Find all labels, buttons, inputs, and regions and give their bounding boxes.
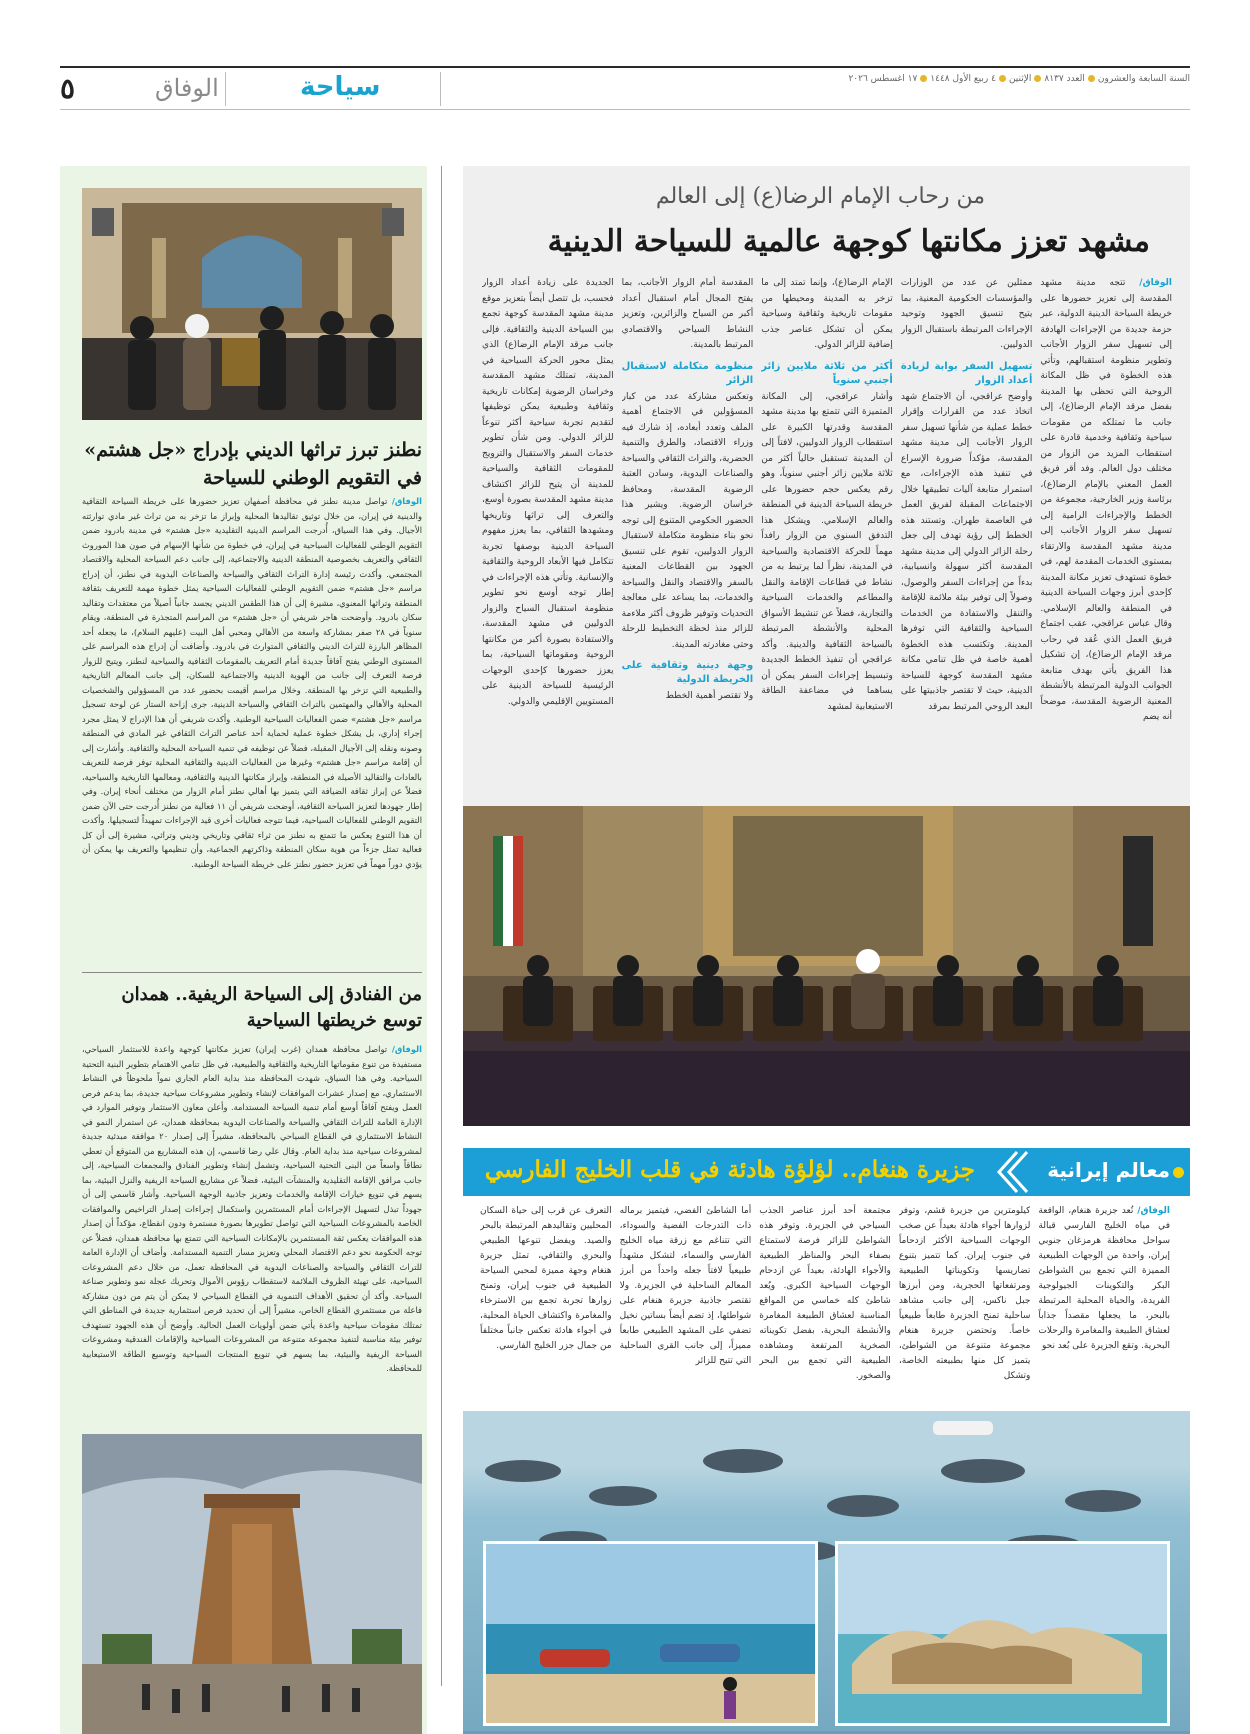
meeting-photo <box>463 806 1190 1126</box>
article-column-4 <box>622 276 754 796</box>
column-text: وأوضح عراقجي، أن الاجتماع شهد اتخاذ عدد من القرارات وإقرار خطط عملية من شأنها تسهيل سفر الزوار الأجانب إلى مدينة مشهد المقدسة، مؤكداً ضرورة الإسراع في تنفيذ هذه الإجراءات، مع استمرار متابعة آليات تطبيقها خلال الاجتماعات المقبلة لفريق العمل في العاصمة طهران. وتستند هذه الخطط إلى رؤية تهدف إلى جعل رحلة الزائر الدولي إلى مدينة مشهد المقدسة أكثر سهولة وانسيابية، بدءاً من إجراءات السفر والوصول، وصولاً إلى توفير بيئة ملائمة للإقامة والتنقل والاستفادة من الخدمات السياحية والثقافية التي توفرها المدينة. وتكتسب هذه الخطوة أهمية خاصة في ظل تنامي مكانة مشهد المقدسة كوجهة للسياحة الدينية، حيث لا تقتصر جاذبيتها على البعد الروحي المرتبط بمرقد <box>900 391 1033 712</box>
page-number: ٥ <box>60 72 76 105</box>
article-column-3 <box>761 276 893 796</box>
lead-label: الوفاق/ <box>391 1044 422 1054</box>
article-kicker: من رحاب الإمام الرضا(ع) إلى العالم <box>655 184 985 209</box>
subheading: أكثر من ثلاثة ملايين زائر أجنبي سنوياً <box>761 360 893 386</box>
hengam-article <box>463 1196 1190 1734</box>
banner-label: معالم إيرانية <box>1047 1158 1170 1182</box>
dateline-weekday: الإثنين <box>1008 74 1032 84</box>
header-separator <box>440 72 441 106</box>
story2-headline: من الفنادق إلى السياحة الريفية.. همدان توسع خريطتها السياحية <box>121 984 422 1031</box>
main-article <box>463 166 1190 1126</box>
column-text: تتجه مدينة مشهد المقدسة إلى تعزيز حضورها على خريطة السياحة الدينية الدولية، عبر حزمة جديدة من الإجراءات الهادفة إلى تسهيل سفر الزوار الأجانب وتطوير منظومة استقبالهم، وتأتي هذه الخطوة في ظل المكانة الروحية التي تحظى بها المدينة بفضل مرقد الإمام الرضا(ع)، إلى جانب ما تمتلكه من مقومات سياحية وثقافية وخدمية قادرة على استقطاب المزيد من الزوار من مختلف دول العالم. وفد أقر فريق العمل المعني بالإمام الرضا(ع)، برئاسة وزير الخارجية، مجموعة من الخطط والإجراءات الرامية إلى تسهيل سفر الزوار الأجانب إلى مدينة مشهد المقدسة والارتقاء بمستوى الخدمات المقدمة لهم، في خطوة تستهدف تعزيز مكانة المدينة كإحدى أبرز وجهات السياحة الدينية في المنطقة والعالم الإسلامي. وقال عباس عراقجي، عقب اجتماع فريق العمل الذي عُقد في رحاب مرقد الإمام الرضا(ع)، إن تشكيل هذا الفريق يأتي بهدف متابعة الجوانب الدولية المرتبطة بالأنشطة المعنية الرضوية المقدسة، موضحاً أنه يضم <box>1040 278 1172 722</box>
hengam-column-1 <box>1038 1204 1170 1404</box>
subheading: وجهة دينية وثقافية على الخريطة الدولية <box>621 660 754 685</box>
banner-title: جزيرة هنغام.. لؤلؤة هادئة في قلب الخليج الفارسي <box>484 1156 975 1183</box>
story-separator <box>82 972 422 973</box>
article-headline: مشهد تعزز مكانتها كوجهة عالمية للسياحة الدينية <box>547 224 1150 259</box>
section-title: سياحة <box>300 72 381 102</box>
column-text: وتعكس مشاركة عدد من كبار المسؤولين في الاجتماع أهمية الملف وتعدد أبعاده، إذ شارك فيه وزراء الاقتصاد، والطرق والتنمية الحضرية، والتراث الثقافي والسياحة والصناعات اليدوية، وسادن العتبة الرضوية المقدسة، ومحافظ خراسان الرضوية. ويشير هذا الحضور الحكومي المتنوع إلى توجه نحو بناء منظومة متكاملة لاستقبال الزوار الدوليين، تقوم على تنسيق الجهود بين القطاعات المعنية بالسفر والاقتصاد والنقل والسياحة والخدمات، بما يساعد على معالجة التحديات وتوفير ظروف أكثر ملاءمة للزائر منذ لحظة التخطيط للرحلة وحتى مغادرته المدينة. <box>621 391 754 650</box>
hengam-column-2 <box>899 1204 1031 1404</box>
dateline-year: السنة السابعة والعشرون <box>1097 74 1190 84</box>
page-header <box>60 66 1190 110</box>
dateline-hijri: ٤ ربيع الأول ١٤٤٨ <box>930 74 996 84</box>
dateline <box>848 74 1190 84</box>
column-text: تُعد جزيرة هنغام، الواقعة في مياه الخليج الفارسي قبالة سواحل محافظة هرمزغان جنوبي إيران، واحدة من الوجهات الطبيعية المميزة التي تجمع بين الشواطئ البكر والتكوينات الجيولوجية الفريدة، والحياة المحلية المرتبطة بالبحر، ما يجعلها مقصداً جذاباً لعشاق الطبيعة والمغامرة والرحلات البحرية. وتقع الجزيرة على بُعد نحو <box>1038 1206 1170 1351</box>
column-text: مجتمعة أحد أبرز عناصر الجذب السياحي في الجزيرة. وتوفر هذه الشواطئ للزائر فرصة لاستمتاع بصفاء البحر والمناظر الطبيعية والأجواء الهادئة، بعيداً عن ازدحام الوجهات السياحية الكبرى. ويُعد شاطئ كله خماسي من المواقع المناسبة لعشاق الطبيعة المغامرة والأنشطة البحرية، بفضل تكويناته الصخرية المرتفعة ومشاهده الطبيعية التي تجمع بين البحر والصخور. <box>759 1206 891 1381</box>
article-column-5 <box>482 276 614 796</box>
column-text: كيلومترين من جزيرة قشم، وتوفر لزوارها أجواء هادئة بعيداً عن صخب الوجهات السياحية الأكثر ازدحاماً في جنوب إيران. كما تتميز بتنوع تضاريسها وتكويناتها الطبيعية ومرتفعاتها الحجرية، ومن أبرزها جبل ناكس، إلى جانب مشاهد ساحلية تمنح الجزيرة طابعاً طبيعياً خاصاً. وتحتضن جزيرة هنغام مجموعة متنوعة من الشواطئ، يتميز كل منها بطبيعته الخاصة، وتشكل <box>898 1206 1031 1381</box>
story1-headline: نطنز تبرز تراثها الديني بإدراج «جل هشتم» في التقويم الوطني للسياحة <box>84 439 422 489</box>
column-text: وأشار عراقجي، إلى المكانة المتميزة التي تتمتع بها مدينة مشهد المقدسة وقدرتها الكبيرة على استقطاب الزوار الدوليين، لافتاً إلى أن المدينة تستقبل حالياً أكثر من ثلاثة ملايين زائر أجنبي سنوياً، وهو رقم يعكس حجم حضورها على خريطة السياحة الدينية في المنطقة والعالم الإسلامي. ويشكل هذا التدفق السنوي من الزوار رافداً مهماً للحركة الاقتصادية والسياحية في المدينة، نظراً لما يرتبط به من نشاط في قطاعات الإقامة والنقل والمطاعم والخدمات السياحية والتجارية، فضلاً عن تنشيط الأسواق المحلية والأنشطة المرتبطة بالسياحة الثقافية والدينية. وأكد عراقجي أن تنفيذ الخطط الجديدة وتبسيط إجراءات السفر يمكن أن يساهما في مضاعفة الطاقة الاستيعابية لمشهد <box>761 391 893 712</box>
newspaper-logo: الوفاق <box>155 74 219 102</box>
article-columns <box>482 276 1172 796</box>
story1-body <box>82 494 422 952</box>
maalim-banner <box>463 1148 1190 1196</box>
story2-body <box>82 1042 422 1422</box>
column-text: ممثلين عن عدد من الوزارات والمؤسسات الحكومية المعنية، بما يتيح تنسيق الجهود وتوحيد الإجراءات المرتبطة باستقبال الزوار الدوليين. <box>900 278 1033 350</box>
dot-icon <box>920 75 927 82</box>
dateline-gregorian: ١٧ اغسطس ٢٠٢٦ <box>848 74 918 84</box>
column-text: ولا تقتصر أهمية الخطط <box>665 691 754 701</box>
ceremony-image <box>82 188 422 420</box>
column-text: التعرف عن قرب إلى حياة السكان المحليين وتقاليدهم المرتبطة بالبحر والصيد. ويفضل تنوعها الطبيعي والبحري والثقافي، تمثل جزيرة هنغام وجهة مميزة لمحبي السياحة الطبيعية في جنوب إيران، وتمنح زوارها تجربة تجمع بين الاسترخاء والمغامرة واكتشاف الحياة المحلية، في أجواء هادئة تعكس جانباً مختلفاً من جمال جزر الخليج الفارسي. <box>480 1206 612 1351</box>
lead-label: الوفاق/ <box>1139 278 1172 288</box>
natanz-ceremony-photo <box>82 188 422 420</box>
column-text: أما الشاطئ الفضي، فيتميز برماله ذات التدرجات الفضية والسوداء، التي تتناغم مع زرقة مياه الخليج الفارسي والسماء، لتشكل مشهداً طبيعياً لافتاً جعله واحداً من أبرز المعالم الساحلية في الجزيرة. ولا تقتصر جاذبية جزيرة هنغام على شواطئها، إذ تضم أيضاً بساتين نخيل تضفي على المشهد الطبيعي طابعاً مميزاً، إلى جانب القرى الساحلية التي تتيح للزائر <box>619 1206 752 1366</box>
subheading: تسهيل السفر بوابة لزيادة أعداد الزوار <box>900 360 1033 386</box>
hamedan-monument-photo <box>82 1434 422 1734</box>
column-text: المقدسة أمام الزوار الأجانب، بما يفتح المجال أمام استقبال أعداد أكبر من السياح والزائرين، وتعزيز النشاط السياحي والاقتصادي المرتبط بالمدينة. <box>621 278 754 350</box>
rock-formation-image <box>835 1544 1167 1726</box>
sidebar <box>60 166 427 1734</box>
header-separator <box>225 72 226 106</box>
dot-icon <box>1173 1167 1184 1178</box>
lead-label: الوفاق/ <box>391 496 422 506</box>
hengam-boats-photo <box>483 1541 818 1726</box>
lead-label: الوفاق/ <box>1137 1206 1170 1216</box>
dot-icon <box>999 75 1006 82</box>
dateline-issue: العدد ٨١٣٧ <box>1044 74 1085 84</box>
hengam-rocks-photo <box>835 1541 1170 1726</box>
column-text: الجديدة على زيادة أعداد الزوار فحسب، بل تتصل أيضاً بتعزيز موقع مدينة مشهد المقدسة كوجهة تجمع بين السياحة الدينية والثقافية. فإلى جانب مرقد الإمام الرضا(ع) الذي يمثل محور الحركة السياحية في المدينة، تمتلك مشهد المقدسة وخراسان الرضوية إمكانات تاريخية وثقافية وطبيعية يمكن توظيفها لتقديم تجربة سياحية أكثر تنوعاً للزائر الدولي. ومن شأن تطوير خدمات السفر والاستقبال والترويج للمقومات الثقافية والسياحية للمدينة أن يتيح للزائر اكتشاف مدينة مشهد المقدسة بصورة أوسع، والتعرف إلى تراثها وتاريخها ومشهدها الثقافي، بما يعزز مفهوم السياحة الدينية بوصفها تجربة تتكامل فيها الأبعاد الروحية والثقافية والإنسانية. وتأتي هذه الإجراءات في إطار توجه أوسع نحو تطوير منظومة استقبال السياح والزوار الدوليين في مشهد المقدسة، والاستفادة بصورة أكبر من مكانتها الروحية ومقوماتها السياحية، بما يعزز حضورها كإحدى الوجهات الرئيسية للسياحة الدينية على المستويين الإقليمي والدولي. <box>482 278 614 707</box>
beach-boats-image <box>483 1544 815 1726</box>
story-text: تواصل محافظة همدان (غرب إيران) تعزيز مكانتها كوجهة واعدة للاستثمار السياحي، مستفيدة من تنوع مقوماتها التاريخية والثقافية والطبيعية، في ظل تنامي الاهتمام بتطوير البنية التحتية السياحية. وفي هذا السياق، شهدت المحافظة منذ بداية العام الجاري نمواً ملحوظاً في النشاط الاستثماري، مع إصدار عشرات الموافقات لإنشاء وتطوير مشروعات سياحية جديدة، بما يدعم فرص العمل ويفتح آفاقاً أوسع أمام تنمية السياحة المستدامة. وأعلن معاون الاستثمار وتوفير الموارد في الإدارة العامة للتراث الثقافي والسياحة والصناعات اليدوية بمحافظة همدان، عن استمرار النمو في النشاط الاستثماري في القطاع السياحي بالمحافظة، مشيراً إلى إصدار ٢٠ موافقة مبدئية جديدة لمشروعات سياحية منذ بداية العام. وقال علي رضا قاسمي، إن هذه المشاريع من المتوقع أن تعطي نطاقاً واسعاً من البنى التحتية السياحية، وتشمل إنشاء وتطوير الفنادق والمجمعات السياحية، إلى جانب مرافق الإقامة التقليدية والمنشآت البيئية، فضلاً عن مشاريع السياحة الريفية والنزل البيئية، بما يسهم في تنويع خيارات الإقامة والخدمات وتعزيز جاذبية الوجهة السياحية. وأشار قاسمي إلى أن جهوداً تبذل لتسهيل الإجراءات أمام المستثمرين واستكمال إجراءات إصدار التراخيص والموافقات الخاصة بالمشروعات السياحية التي تواصل تطويرها بصورة مستمرة ودون انقطاع، مؤكداً أن إصدار هذه الموافقات يعكس ثقة المستثمرين بالإمكانات السياحية التي تتمتع بها محافظة همدان، فضلاً عن توجه الحكومة نحو دعم الاقتصاد المحلي وتعزيز مسار التنمية المستدامة. وأضاف أن الإدارة العامة للتراث الثقافي والسياحة والصناعات اليدوية في المحافظة تعمل، من خلال دعم المشروعات السياحية، على تهيئة الظروف الملائمة لاستقطاب رؤوس الأموال وتحريك عجلة نمو وتطوير صناعة السياحة. وأكد أن تحقيق الأهداف التنموية في القطاع السياحي لا يمكن أن يتم من دون مشاركة فاعلة من مستثمري القطاع الخاص، مشيراً إلى أن تحديد فرص استثمارية جديدة في المناطق التي تمتلك مقومات سياحية واعدة يأتي ضمن أولويات العمل الحالية. وأوضح أن هذه الجهود تستهدف توفير بيئة مناسبة لتنفيذ مجموعة متنوعة من المشروعات السياحية والإقامات الفندقية ومشروعات السياحة الريفية والبيئية، بما يسهم في تنويع المنتجات السياحية وتوسيع الطاقة الاستيعابية للمحافظة. <box>82 1044 422 1373</box>
story-text: تواصل مدينة نطنز في محافظة أصفهان تعزيز حضورها على خريطة السياحة الثقافية والدينية في إيران، من خلال توثيق تقاليدها المحلية وإبراز ما تزخر به من تراث غير مادي توارثته الأجيال. وفي هذا السياق، أُدرجت المراسم الدينية التقليدية «جل هشتم» في مدينة بادرود ضمن التقويم الوطني للفعاليات السياحية في إيران، في خطوة من شأنها الإسهام في صون هذا الموروث الثقافي والتعريف بخصوصية المنطقة الدينية والاجتماعية، إلى جانب دعم السياحة المحلية والاقتصاد المجتمعي. وأكدت رئيسة إدارة التراث الثقافي والسياحة والصناعات اليدوية في نطنز، أن إدراج مراسم «جل هشتم» ضمن التقويم الوطني للفعاليات السياحية يمثل خطوة مهمة للتعريف بثقافة المنطقة وتراثها المعنوي، مشيرة إلى أن هذا الطقس الديني يجسد جانباً أصيلاً من معتقدات وتقاليد سكان بادرود. وأوضحت هاجر شريفي أن «جل هشتم» من المراسم المتجذرة في المنطقة، ويقام سنوياً في ٢٨ صفر بمشاركة واسعة من الأهالي ومحبي أهل البيت (عليهم السلام)، ما يجعله أحد المظاهر البارزة للتراث الديني والثقافي المتوارث في بادرود. وأضافت أن إدراج هذه المراسم على المستوى الوطني يفتح آفاقاً جديدة أمام التعريف بالمقومات الثقافية والسياحية لنطنز، ويتيح للزوار فرصة التعرف إلى جانب من الهوية الدينية والاجتماعية للسكان، إلى جانب المعالم التاريخية والطبيعية التي تزخر بها المنطقة. وخلال مراسم أقيمت بحضور عدد من المسؤولين والشخصيات المحلية والأهالي والمهتمين بالتراث الثقافي والسياحة الدينية، جرى إزاحة الستار عن لوحة تسجيل مراسم «جل هشتم» ضمن الفعاليات السياحية الوطنية. وأكدت شريفي أن هذا الإدراج لا يمثل مجرد إجراء إداري، بل يشكل خطوة عملية لحماية أحد عناصر التراث الثقافي غير المادي في المنطقة وصونه ونقله إلى الأجيال المقبلة، فضلاً عن توظيفه في تنمية السياحة المحلية والثقافية. وأشارت إلى أن إقامة مراسم «جل هشتم» وغيرها من الفعاليات الدينية والثقافية المحلية توفر فرصة للتعريف بالعادات والتقاليد الأصيلة في المنطقة، وإبراز مكانتها الدينية والثقافية، ومعالمها التاريخية والسياحية، فضلاً عن إبراز ثقافة الضيافة التي يتميز بها أهالي نطنز أمام الزوار من مختلف أنحاء إيران. وفي إطار جهودها لتعزيز السياحة الثقافية، أوضحت شريفي أن ١١ فعالية من نطنز أُدرجت حتى الآن ضمن التقويم الوطني للفعاليات السياحية، فيما تتوجه فعاليات أخرى قيد الإجراءات تمهيداً لتسجيلها. وأكدت أن هذا التنوع يعكس ما تتمتع به نطنز من ثراء ثقافي وتاريخي وديني وتراثي، مشيرة إلى أن كل فعالية تمثل جزءاً من هوية سكان المنطقة وذاكرتهم الجماعية، وأن تنظيمها والتعريف بها يمكن أن يؤدي دوراً مهماً في تعزيز حضور نطنز على خريطة السياحة الوطنية. <box>82 496 422 869</box>
subheading: منظومة متكاملة لاستقبال الزائر <box>621 360 754 386</box>
monument-image <box>82 1434 422 1734</box>
dot-icon <box>1034 75 1041 82</box>
hengam-column-3 <box>759 1204 891 1404</box>
hengam-columns <box>480 1204 1170 1404</box>
hengam-column-5 <box>480 1204 612 1404</box>
dot-icon <box>1088 75 1095 82</box>
column-text: الإمام الرضا(ع)، وإنما تمتد إلى ما تزخر به المدينة ومحيطها من مقومات تاريخية وثقافية وسياحية يمكن أن تشكل عناصر جذب إضافية للزائر الدولي. <box>761 278 893 350</box>
chevron-left-icon <box>987 1148 1035 1196</box>
meeting-photo-image <box>463 806 1190 1126</box>
article-column-1 <box>1040 276 1172 796</box>
article-column-2 <box>901 276 1033 796</box>
column-divider <box>441 166 442 1686</box>
hengam-column-4 <box>620 1204 752 1404</box>
